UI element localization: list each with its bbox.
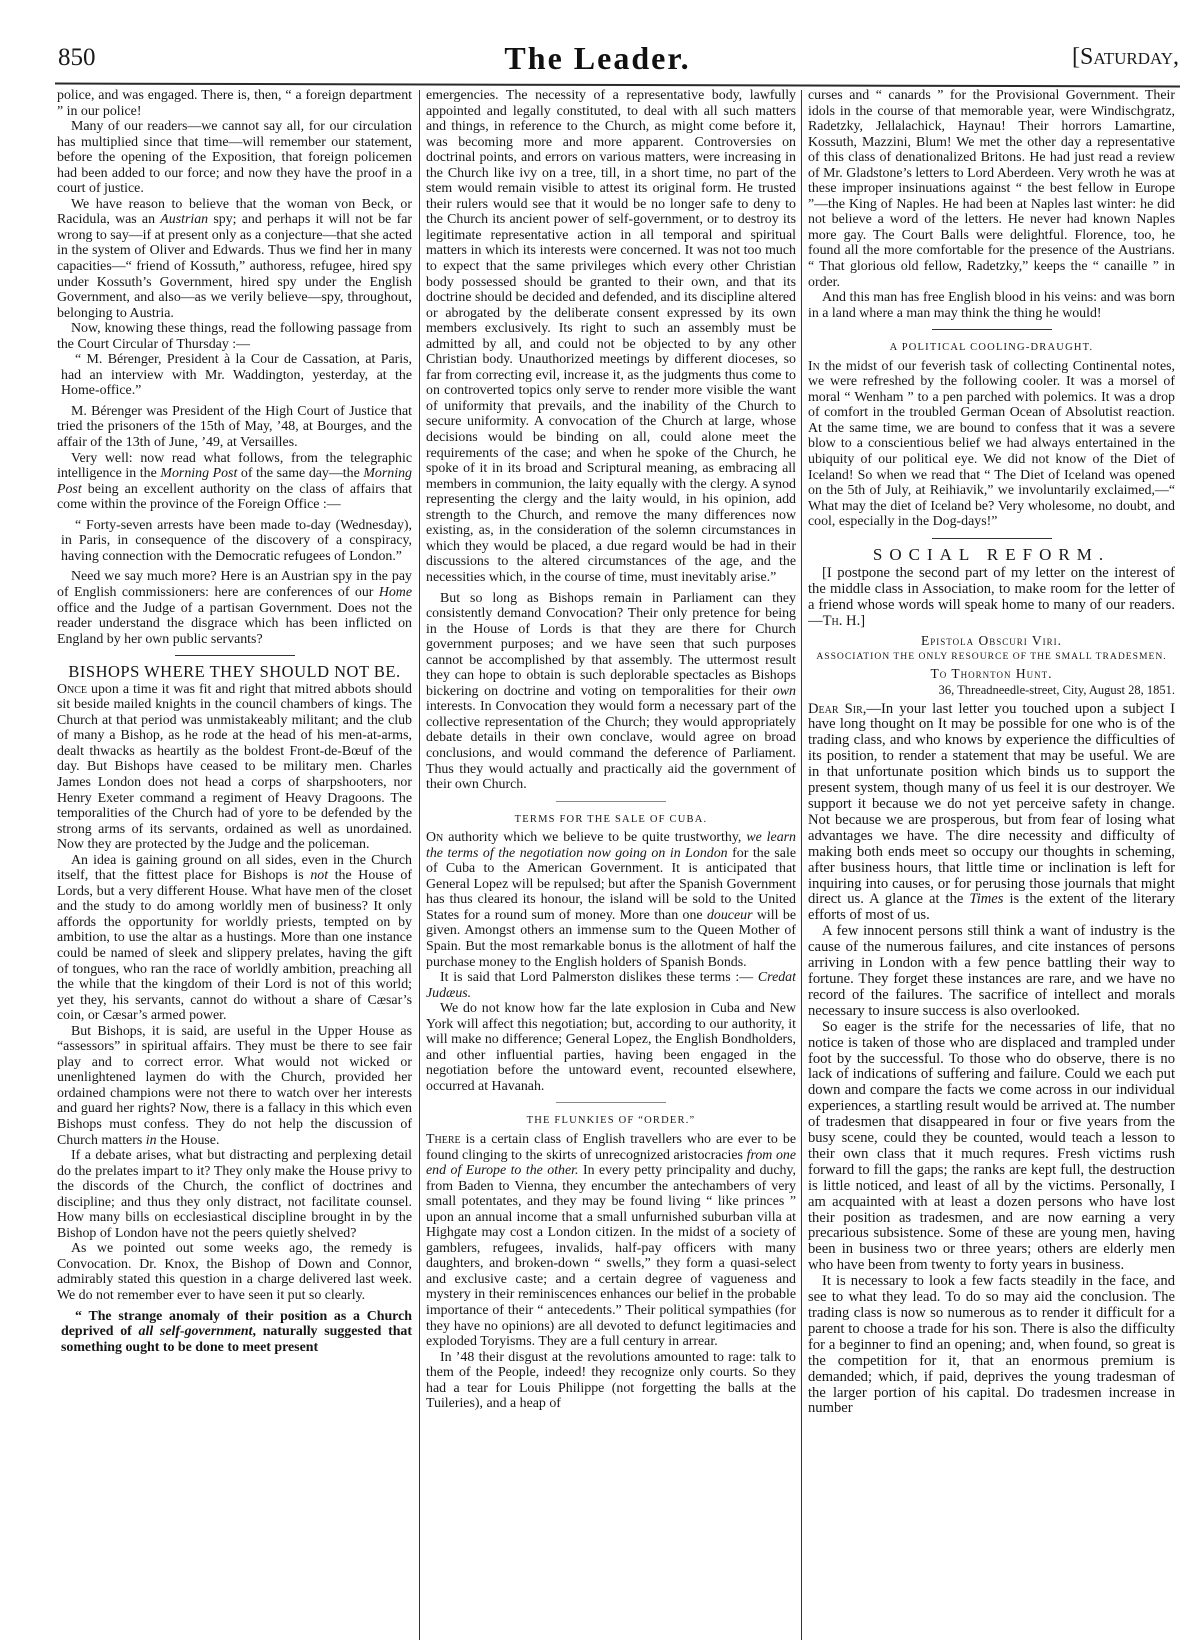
text-run: It is necessary to look a few facts steadily in the face, and see to what they lead. To do so may aid the conclusion. The trading class is now so numerous as to render it difficult for a parent to choose a trade for his son. There is also the difficulty for a beginner to find an opening; and, when found, so great is the competition for it, that an enormous premium is demanded; which, if paid, deprives the young tradesman of the larger portion of his capital. Do tradesmen increase in number: [808, 1273, 1175, 1417]
text-run: “ Forty-seven arrests have been made to-day (Wednesday), in Paris, in consequence of the discovery of a conspiracy, having connection with the Democratic refugees of London.”: [61, 517, 412, 564]
text-run: But so long as Bishops remain in Parliament can they consistently demand Convocation? Their only pretence for being in the House of Lords is that they are there for Church government purposes; and we have seen that such purposes cannot be accomplished by that assembly. The uttermost result they can hope to obtain is such deplorable spectacles as Bishops bickering on doctrine and voting on temporalities for their: [426, 590, 796, 699]
italic-text: all self-government: [138, 1324, 253, 1340]
section-divider: [556, 801, 666, 802]
text-run: In every petty principality and duchy, from Baden to Vienna, they encumber the antechambers of very small potentates, and they may be found living “ like princes ” upon an annual income that a small unfurnished suburban villa at Highgate may cost a London citizen. In the midst of a society of gamblers, refugees, invalids, half-pay officers with many daughters, and broken-down “ swells,” they form a quasi-select and exclusive caste; and a certain degree of vagueness and mystery in their reminiscences enhances our belief in the probable importance of their “ antecedents.” Their political sympathies (for they have no opinions) are all devoted to defunct legitimacies and exploded Toryisms. They are a full century in arrear.: [426, 1163, 796, 1350]
text-run: for the sale of Cuba to the American Government. It is anticipated that General Lopez will be repulsed; but after the Spanish Government has thus cleared its honour, the island will be sold to the United States for a round sum of money. More than one: [426, 845, 796, 923]
article-paragraph: [808, 1274, 1175, 1417]
italic-text: in: [145, 1132, 157, 1148]
article-paragraph: [57, 197, 412, 321]
text-run: Now, knowing these things, read the following passage from the Court Circular of Thursday :—: [57, 321, 412, 352]
text-run: office and the Judge of a partisan Government. Does not the reader understand the disgrace which has been inflicted on England by her own public servants?: [57, 600, 412, 647]
article-paragraph: [57, 321, 412, 352]
to-heading: To Thornton Hunt.: [930, 666, 1053, 682]
section-divider: [932, 538, 1052, 539]
dateline: 36, Threadneedle-street, City, August 28, 1851.: [938, 683, 1175, 698]
italic-text: Austrian: [160, 212, 209, 228]
text-run: is a certain class of English travellers who are ever to be found clinging to the skirts of unrecognized aristocracies: [426, 1132, 796, 1163]
text-run: We have reason to believe that the woman von Beck, or Racidula, was an: [57, 196, 412, 228]
small-caps-text: On: [426, 830, 444, 846]
text-run: Need we say much more? Here is an Austrian spy in the pay of English commissioners: here are conferences of our: [57, 569, 412, 600]
column-middle: [426, 88, 796, 1643]
text-run: police, and was engaged. There is, then, “ a foreign department ” in our police!: [57, 88, 412, 119]
association-heading: ASSOCIATION THE ONLY RESOURCE OF THE SMALL TRADESMEN.: [816, 651, 1167, 663]
article-paragraph: [57, 1241, 412, 1303]
article-paragraph: [808, 290, 1175, 321]
text-run: being an excellent authority on the class of affairs that come within the province of the Foreign Office :—: [57, 481, 412, 513]
text-run: —In your last letter you touched upon a subject I have long thought on It may be possible for one who is of the trading class, and who knows by experience the difficulties of its position, to render a statement that may be useful. We are in that unfortunate position which binds us to support the present system, though many of us feel it is our destroyer. We support it because we do not yet perceive safety in change. Not because we are prosperous, but from fear of losing what advantages we have. The dire necessity and difficulty of making both ends meet so occupy our thoughts in scheming, after business hours, that little time or inclination is left for inquiring into causes, or for perusing those journals that might direct us. A glance at the: [808, 700, 1175, 908]
text-run: Very well: now read what follows, from the telegraphic intelligence in the: [57, 450, 412, 482]
section-divider: [556, 1102, 666, 1103]
issue-day: [Saturday,: [1071, 44, 1179, 70]
text-run: ]: [860, 613, 866, 630]
article-paragraph: [426, 1350, 796, 1412]
italic-text: Times: [969, 891, 1004, 908]
text-run: curses and “ canards ” for the Provisional Government. Their idols in the course of that memorable year, were Windischgratz, Radetzky, Jellalachick, Haynau! Their horrors Lamartine, Kossuth, Mazzini, Blum! We met the other day a representative of this class of denationalized Britons. He had just read a review of Mr. Gladstone’s letters to Lord Aberdeen. Very wroth he was at these improper insinuations against “ the best fellow in Europe ”—the King of Naples. He had been at Naples last winter: he did not believe a word of the letters. He never had known Naples more gay. The Court Balls were delightful. Florence, too, he found all the more comfortable for the presence of the Austrians. “ That glorious old fellow, Radetzky,” keeps the “ canaille ” in order.: [808, 88, 1175, 290]
column-divider-left: [419, 90, 420, 1640]
text-run: So eager is the strife for the necessaries of life, that no notice is taken of those who are displaced and trampled under foot by the successful. To those who do observe, there is no lack of indications of suffering and failure. Could we each put down and compare the facts we come across in our individual experiences, a startling result would be arrived at. The number of tradesmen that disappeared in four or five years from the busy scene, could they be counted, would teach a lesson to their own class that it much requres. Fresh victims rush forward to fill the gaps; the ranks are kept full, the destruction is little noticed, and least of all by the victims. Personally, I am acquainted with at least a dozen persons who have lost their position as tradesmen, and are now earning a very precarious subsistence. Some of these are young men, having been in business two or three years; others are elderly men who have been from twenty to forty years in business.: [808, 1018, 1175, 1274]
text-run: the midst of our feverish task of collecting Continental notes, we were refreshed by the following cooler. It was a morsel of moral “ Wenham ” to a pen parched with polemics. It was a drop of comfort in the troubled German Ocean of Absolutist reaction. At the same time, we are bound to confess that it was a severe blow to a conscientious belief we had always entertained in the ubiquity of our political eye. We did not know of the Diet of Iceland! So when we read that “ The Diet of Iceland was opened on the 5th of July, at Reihiavik,” we involuntarily exclaimed,—“ What may the diet of Iceland be? Very wholesome, no doubt, and cool, especially in the Dog-days!”: [808, 358, 1175, 530]
text-run: is the extent of the literary efforts of most of us.: [808, 891, 1175, 924]
italic-text: Morning Post: [160, 466, 238, 482]
italic-text: not: [310, 868, 329, 884]
cuba-heading: TERMS FOR THE SALE OF CUBA.: [514, 813, 708, 825]
text-run: [I postpone the second part of my letter on the interest of the middle class in Association, to make room for the letter of a friend whose words will speak home to many of our readers.—: [808, 565, 1175, 630]
small-caps-text: Dear Sir,: [808, 700, 867, 717]
newspaper-title: The Leader.: [504, 40, 691, 76]
italic-text: from one end of Europe to the other.: [426, 1147, 796, 1179]
article-paragraph: [808, 702, 1175, 925]
italic-text: in London: [669, 845, 728, 861]
article-paragraph: [57, 1148, 412, 1241]
text-run: We do not know how far the late explosion in Cuba and New York will affect this negotiation; but, according to our authority, it will make no difference; General Lopez, the English Bondholders, and other influential parties, having been engaged in the negotiation before the untoward event, recounted elsewhere, occurred at Havanah.: [426, 1001, 796, 1094]
epistola-heading: Epistola Obscuri Viri.: [921, 632, 1062, 648]
text-run: of the same day—the: [237, 466, 364, 482]
cooling-heading: A POLITICAL COOLING-DRAUGHT.: [889, 342, 1094, 354]
text-run: authority which we believe to be quite trustworthy,: [443, 830, 747, 846]
italic-text: Morning Post: [57, 466, 412, 497]
article-paragraph: [57, 682, 412, 853]
small-caps-text: In: [808, 358, 820, 374]
article-paragraph: [808, 359, 1175, 530]
column-left: [57, 88, 412, 1643]
text-run: And this man has free English blood in his veins: and was born in a land where a man may think the thing he would!: [808, 290, 1175, 321]
small-caps-text: There: [426, 1132, 461, 1147]
article-paragraph: [57, 119, 412, 197]
page-number: 850: [58, 44, 96, 71]
article-paragraph: [808, 566, 1175, 630]
text-run: But Bishops, it is said, are useful in the Upper House as “assessors” in spiritual affairs. They must be there to see fair play and to correct error. What would not wicked or unenlightened laymen do with the Church, provided her ordained champions were not there to watch over her interests and guard her rights? Now, there is a fallacy in this which even Bishops must confess. They do not help the discussion of Church matters: [57, 1023, 412, 1148]
section-divider: [932, 329, 1052, 330]
italic-text: Credat Judæus.: [426, 970, 796, 1001]
bishops-heading: BISHOPS WHERE THEY SHOULD NOT BE.: [68, 662, 401, 682]
masthead: [0, 0, 1195, 100]
social-heading: SOCIAL REFORM.: [872, 544, 1111, 564]
article-paragraph: [57, 404, 412, 451]
article-paragraph: [426, 591, 796, 793]
italic-text: Home: [378, 584, 412, 600]
text-run: emergencies. The necessity of a representative body, lawfully appointed and legally constituted, to deal with all such matters and things, in reference to the Church, as might come before it, was becoming more and more apparent. Controversies on doctrinal points, and errors on various matters, were increasing in the Church like ivy on a tree, till, in a short time, no part of the stem would remain visible to attest its original form. He trusted their rulers would see that it would be no longer safe to deny to the Church its ancient power of self-government, or to destroy its legitimate representative action in all temporal and spiritual matters in which its interests were concerned. It was not too much to expect that the same privileges which every other Christian body possessed should be granted to their own, and that its doctrine should be decided and defended, and its discipline altered or abrogated by the deliberate consent expressed by its own members exclusively. Its right to such an assembly must be admitted by all, and could not be objected to by any other Christian body. Unauthorized meetings by different dioceses, so far from correcting evil, increase it, as the judgments thus come to on controverted topics only serve to render more visible the want of uniformity that prevails, and the inability of the Church to secure uniformity. A convocation of the Church at large, whose decisions would be binding on all, could alone meet the requirements of the case; and when he spoke of the Church, he spoke of it in its broad and Scriptural meaning, as embracing all members in communion, the laity equally with the clergy. A synod representing the clergy and the laity would, in his opinion, add strength to the Church, and remove the many differences now existing, as, in the consideration of the solemn circumstances in which they would be placed, a due regard would be had in their discussions to the altered circumstances of the age, and the necessities which, in the course of time, must inevitably arise.”: [426, 88, 796, 585]
text-run: M. Bérenger was President of the High Court of Justice that tried the prisoners of the 15th of May, ’48, at Bourges, and the affair of the 13th of June, ’49, at Versailles.: [57, 403, 412, 451]
italic-text: we learn the terms of the negotiation now going on: [426, 830, 796, 861]
section-divider: [175, 655, 295, 656]
article-paragraph: [57, 451, 412, 513]
flunkies-heading: THE FLUNKIES OF “ORDER.”: [526, 1115, 696, 1127]
text-run: If a debate arises, what but distracting and perplexing detail do the prelates impart to it? They only make the House privy to the discords of the Church, the conflict of doctrines and discipline; and thus they only distract, not facilitate counsel. How many bills on ecclesiastical discipline brought in by the Bishop of London have not the peers quietly shelved?: [57, 1148, 412, 1241]
column-right: [808, 88, 1175, 1643]
italic-text: douceur: [706, 907, 753, 923]
text-run: “ M. Bérenger, President à la Cour de Cassation, at Paris, had an interview with Mr. Waddington, yesterday, at the Home-office.”: [61, 352, 412, 399]
article-paragraph: [57, 88, 412, 119]
article-paragraph: [57, 1309, 412, 1356]
text-run: the House.: [156, 1132, 220, 1148]
text-run: the House of Lords, but a very different House. What have men of the closet and the study to do among worldly men of business? It only affords the opportunity for worldly priests, tempted on by ambition, to use the altar as a hustings. More than one instance could be named of sleek and slippery prelates, having the gift of tongues, who ran the race of worldly ambition, preaching all the while that the kingdom of their Lord is not of this world; yet they, his servants, cannot do without a share of Cæsar’s coin, or Cæsar’s armed power.: [57, 868, 412, 1024]
text-run: interests. In Convocation they would form a necessary part of the collective representation of the Church; they would appropriately debate details in their own conclave, would agree on broad conclusions, and would command the deference of Parliament. Thus they would actually and practically aid the government of their own Church.: [426, 699, 796, 793]
column-divider-right: [801, 90, 802, 1640]
small-caps-text: Once: [57, 681, 88, 697]
article-paragraph: [426, 1132, 796, 1350]
article-paragraph: [57, 1024, 412, 1148]
article-paragraph: [57, 518, 412, 565]
text-run: will be given. Amongst others an immense sum to the Queen Mother of Spain. But the most remarkable bonus is the allotment of half the purchase money to the English holders of Spanish Bonds.: [426, 907, 796, 970]
text-run: , naturally suggested that something ought to be done to meet present: [61, 1324, 412, 1355]
article-paragraph: [808, 88, 1175, 290]
header-rule: [55, 83, 1180, 88]
text-run: As we pointed out some weeks ago, the remedy is Convocation. Dr. Knox, the Bishop of Down and Connor, admirably stated this question in a charge delivered last week. We do not remember ever to have seen it put so clearly.: [57, 1241, 412, 1304]
text-run: upon a time it was fit and right that mitred abbots should sit beside mailed knights in the council chambers of kings. The Church at that period was unmistakeably militant; and the club of many a Bishop, as he rode at the head of his men-at-arms, dealt thwacks as heartily as the boldest Front-de-Bœuf of the day. But Bishops have ceased to be military men. Charles James London does not head a corps of sharpshooters, nor Henry Exeter command a regiment of Heavy Dragoons. The temporalities of the Church had of yore to be defended by the strong arms of its servants, ordained as well as unordained. Now they are protected by the Judge and the policeman.: [57, 681, 412, 853]
article-paragraph: [426, 88, 796, 586]
italic-text: own: [772, 683, 796, 699]
article-paragraph: [426, 970, 796, 1001]
article-paragraph: [808, 1020, 1175, 1275]
text-run: A few innocent persons still think a want of industry is the cause of the numerous failures, and cite instances of persons arriving in London with a few pence battling their way to fortune. They forget these instances are rare, and we have no record of the failures. The sacrifice of intellect and morals necessary to insure success is also overlooked.: [808, 923, 1175, 1019]
article-paragraph: [57, 569, 412, 647]
text-run: “ The strange anomaly of their position as a Church deprived of: [61, 1308, 412, 1340]
article-paragraph: [426, 830, 796, 970]
small-caps-text: Th. H.: [822, 613, 861, 630]
article-paragraph: [426, 1001, 796, 1094]
article-paragraph: [57, 352, 412, 399]
article-paragraph: [57, 853, 412, 1024]
text-run: spy; and perhaps it will not be far wrong to say—if at present only as a conjecture—that she acted in the system of Oliver and Edwards. Thus we find her in many capacities—“ friend of Kossuth,” authoress, refugee, hired spy under Kossuth’s Government, hired spy under the English Government, and also—as we verily believe—spy, throughout, belonging to Austria.: [57, 212, 412, 321]
text-run: An idea is gaining ground on all sides, even in the Church itself, that the fittest place for Bishops is: [57, 852, 412, 884]
text-run: In ’48 their disgust at the revolutions amounted to rage: talk to them of the People, indeed! they recognize only courts. So they had a tear for Louis Philippe (not forgetting the balls at the Tuileries), and a heap of: [426, 1349, 796, 1412]
text-run: It is said that Lord Palmerston dislikes these terms :—: [440, 970, 758, 986]
text-run: Many of our readers—we cannot say all, for our circulation has multiplied since that time—will remember our statement, before the opening of the Exposition, that foreign policemen had been added to our force; and now they have the proof in a court of justice.: [57, 119, 412, 197]
article-paragraph: [808, 924, 1175, 1019]
